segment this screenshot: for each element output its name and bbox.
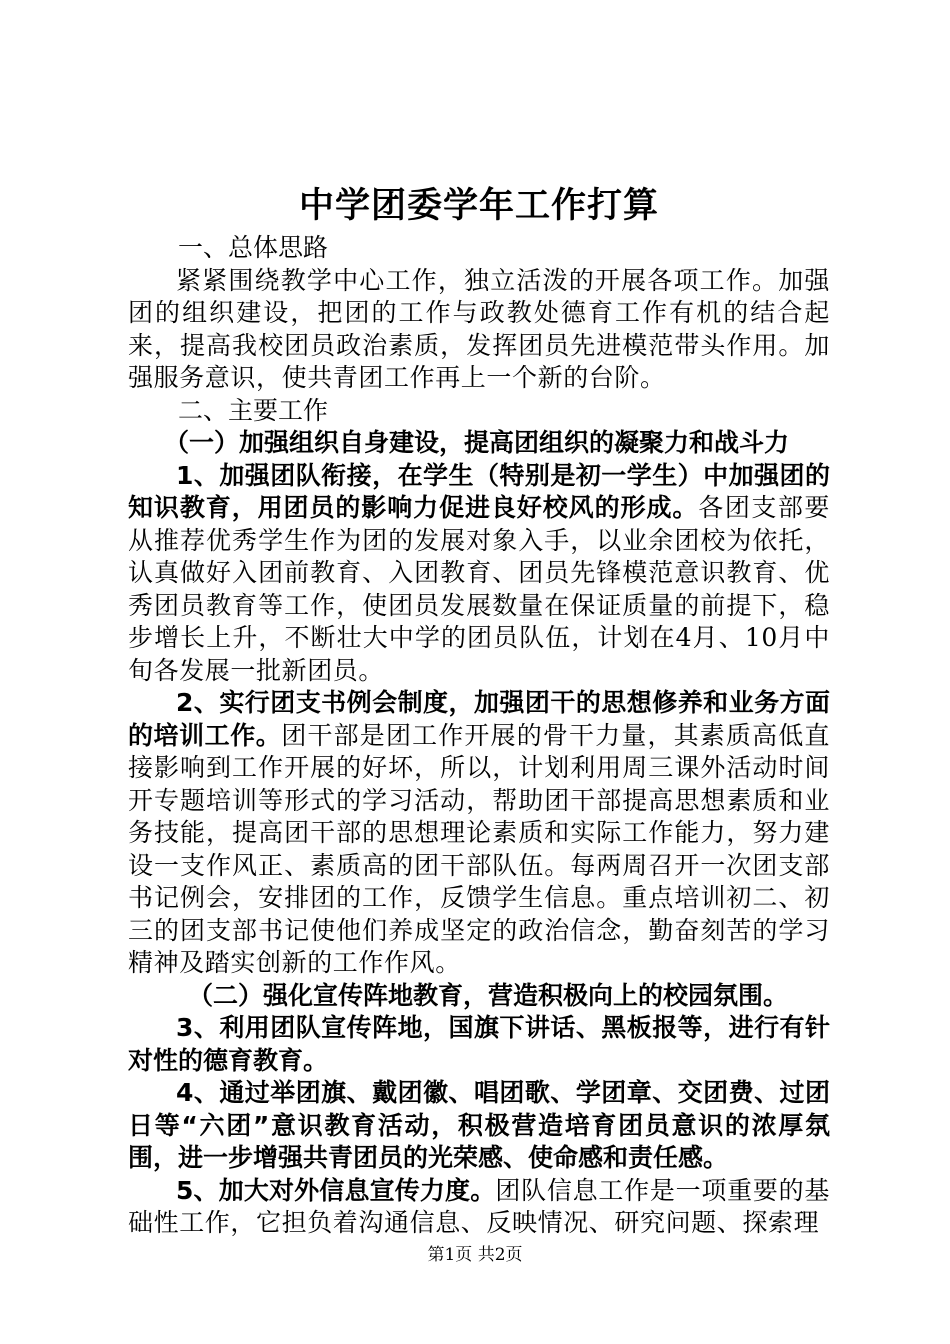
document-page bbox=[128, 180, 830, 1240]
paragraph-item-5-lead: 5、加大对外信息宣传力度。 bbox=[176, 1175, 496, 1205]
section-heading-main-work: 二、主要工作 bbox=[178, 395, 329, 425]
paragraph-item-4 bbox=[128, 1077, 830, 1175]
paragraph-item-3-lead: 3、利用团队宣传阵地，国旗下讲话、黑板报等，进行有针对性的德育教育。 bbox=[128, 1013, 830, 1075]
paragraph-item-1-lead: 1、加强团队衔接，在学生（特别是初一学生）中加强团的知识教育，用团员的影响力促进良好校风的形成。 bbox=[128, 460, 830, 522]
page-footer: 第1页 共2页 bbox=[427, 1245, 523, 1265]
paragraph-item-1-body: 各团支部要从推荐优秀学生作为团的发展对象入手，以业余团校为依托，认真做好入团前教育、入团教育、团员先锋模范意识教育、优秀团员教育等工作，使团员发展数量在保证质量的前提下，稳步增长上升，不断壮大中学的团员队伍，计划在4月、10月中旬各发展一批新团员。 bbox=[128, 493, 830, 685]
paragraph-item-2-body: 团干部是团工作开展的骨干力量，其素质高低直接影响到工作开展的好坏，所以，计划利用周三课外活动时间开专题培训等形式的学习活动，帮助团干部提高思想素质和业务技能，提高团干部的思想理论素质和实际工作能力，努力建设一支作风正、素质高的团干部队伍。每两周召开一次团支部书记例会，安排团的工作，反馈学生信息。重点培训初二、初三的团支部书记使他们养成坚定的政治信念，勤奋刻苦的学习精神及踏实创新的工作作风。 bbox=[128, 720, 830, 977]
section-heading-overall: 一、总体思路 bbox=[178, 233, 329, 262]
section-paragraph-overall: 紧紧围绕教学中心工作，独立活泼的开展各项工作。加强团的组织建设，把团的工作与政教处德育工作有机的结合起来，提高我校团员政治素质，发挥团员先进模范带头作用。加强服务意识，使共青团工作再上一个新的台阶。 bbox=[128, 265, 830, 392]
paragraph-item-3 bbox=[128, 1012, 830, 1077]
paragraph-item-5 bbox=[128, 1175, 830, 1240]
document-title: 中学团委学年工作打算 bbox=[298, 186, 659, 226]
paragraph-item-1 bbox=[128, 460, 830, 688]
subsection-heading-publicity: （二）强化宣传阵地教育，营造积极向上的校园氛围。 bbox=[188, 980, 789, 1010]
paragraph-item-2-lead: 2、实行团支书例会制度，加强团干的思想修养和业务方面的培训工作。 bbox=[128, 688, 830, 750]
paragraph-item-2 bbox=[128, 687, 830, 980]
paragraph-item-5-body: 团队信息工作是一项重要的基础性工作，它担负着沟通信息、反映情况、研究问题、探索理 bbox=[128, 1175, 830, 1237]
subsection-heading-organization: （一）加强组织自身建设，提高团组织的凝聚力和战斗力 bbox=[164, 428, 790, 457]
paragraph-item-4-lead: 4、通过举团旗、戴团徽、唱团歌、学团章、交团费、过团日等“六团”意识教育活动，积极营造培育团员意识的浓厚氛围，进一步增强共青团员的光荣感、使命感和责任感。 bbox=[128, 1078, 830, 1172]
